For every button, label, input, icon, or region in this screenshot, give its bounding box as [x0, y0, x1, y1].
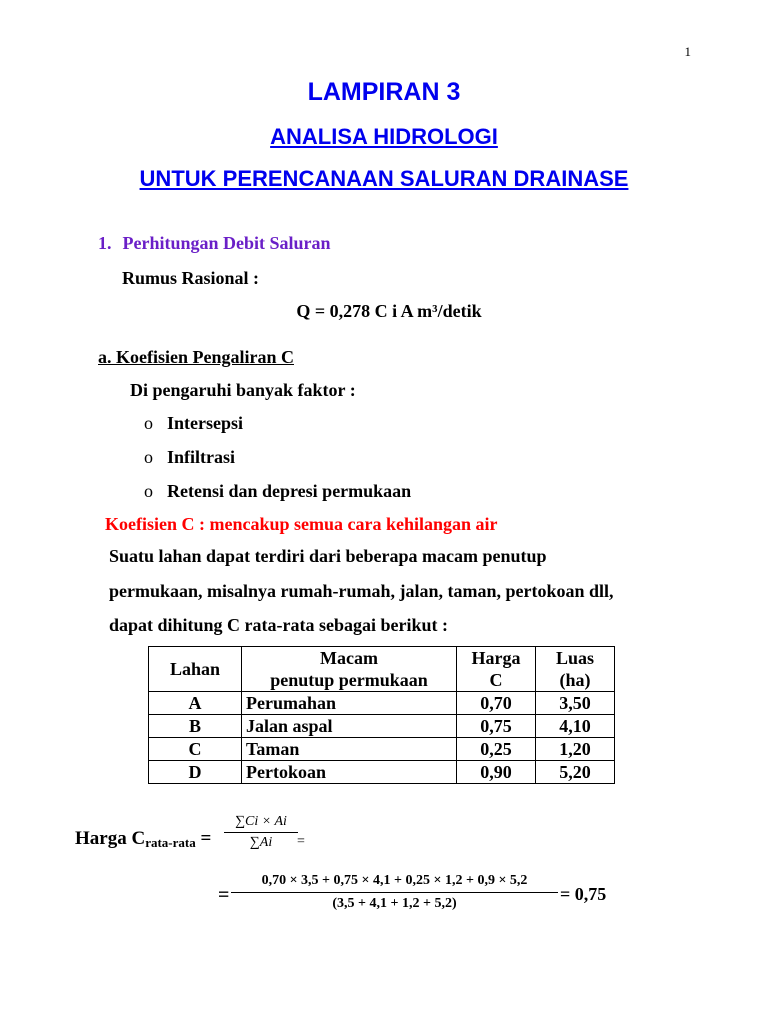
cell-luas: 4,10 — [536, 715, 615, 738]
bullet-marker: o — [144, 481, 153, 501]
fraction-numerator: ∑Ci × Ai — [235, 814, 287, 829]
table-header-row — [149, 647, 615, 692]
factor-item — [144, 481, 411, 502]
harga-c-equals: = — [200, 828, 212, 849]
cell-harga: 0,70 — [457, 692, 536, 715]
header-macam-line2: penutup permukaan — [270, 670, 428, 690]
cell-harga: 0,75 — [457, 715, 536, 738]
paragraph-line: dapat dihitung C rata-rata sebagai berikut : — [109, 615, 449, 635]
section-a-heading: a. Koefisien Pengaliran C — [98, 347, 294, 367]
cell-lahan: A — [149, 692, 242, 715]
fraction-bar — [224, 832, 298, 833]
header-harga — [457, 647, 536, 692]
harga-c-label — [75, 828, 211, 851]
table-row — [149, 692, 615, 715]
harga-c-subscript: rata-rata — [145, 835, 196, 850]
factor-label: Retensi dan depresi permukaan — [167, 481, 412, 501]
cell-harga: 0,90 — [457, 761, 536, 784]
header-macam-line1: Macam — [320, 648, 378, 668]
header-luas-line2: (ha) — [559, 670, 591, 690]
header-macam — [242, 647, 457, 692]
cell-lahan: C — [149, 738, 242, 761]
header-harga-line1: Harga — [471, 648, 521, 668]
cell-macam: Pertokoan — [242, 761, 457, 784]
paragraph-line: Suatu lahan dapat terdiri dari beberapa macam penutup — [109, 546, 547, 566]
header-luas — [536, 647, 615, 692]
factor-item — [144, 413, 243, 434]
cell-macam: Jalan aspal — [242, 715, 457, 738]
substituted-fraction — [231, 873, 558, 912]
equals-sign: = — [297, 834, 305, 849]
fraction-denominator: (3,5 + 4,1 + 1,2 + 5,2) — [332, 896, 457, 911]
cell-lahan: D — [149, 761, 242, 784]
header-luas-line1: Luas — [555, 648, 595, 668]
header-harga-line2: C — [489, 670, 503, 690]
cell-luas: 1,20 — [536, 738, 615, 761]
table-row — [149, 761, 615, 784]
cell-luas: 3,50 — [536, 692, 615, 715]
section1-title: Perhitungan Debit Saluran — [122, 233, 331, 253]
title-analisa: ANALISA HIDROLOGI — [270, 124, 498, 149]
result-value: = 0,75 — [560, 884, 607, 904]
bullet-marker: o — [144, 447, 153, 467]
weighted-average-fraction — [224, 814, 298, 851]
koefisien-note: Koefisien C : mencakup semua cara kehilangan air — [105, 514, 498, 534]
header-lahan: Lahan — [149, 647, 242, 692]
factor-label: Intersepsi — [167, 413, 243, 433]
title-lampiran: LAMPIRAN 3 — [307, 78, 461, 106]
equals-sign: = — [218, 884, 230, 906]
fraction-numerator: 0,70 × 3,5 + 0,75 × 4,1 + 0,25 × 1,2 + 0,9 × 5,2 — [261, 873, 528, 888]
table-row — [149, 738, 615, 761]
factor-item — [144, 447, 235, 468]
bullet-marker: o — [144, 413, 153, 433]
fraction-bar — [231, 892, 558, 893]
land-cover-table — [148, 646, 615, 784]
cell-macam: Perumahan — [242, 692, 457, 715]
page-number: 1 — [684, 44, 691, 59]
fraction-denominator: ∑Ai — [249, 835, 273, 850]
cell-lahan: B — [149, 715, 242, 738]
factors-intro: Di pengaruhi banyak faktor : — [130, 380, 356, 400]
section1-heading — [98, 233, 331, 254]
table-row — [149, 715, 615, 738]
paragraph-line: permukaan, misalnya rumah-rumah, jalan, taman, pertokoan dll, — [109, 581, 614, 601]
factor-label: Infiltrasi — [167, 447, 236, 467]
rational-formula: Q = 0,278 C i A m³/detik — [296, 301, 482, 321]
cell-luas: 5,20 — [536, 761, 615, 784]
rumus-label: Rumus Rasional : — [122, 268, 260, 288]
title-untuk: UNTUK PERENCANAAN SALURAN DRAINASE — [139, 166, 629, 191]
cell-harga: 0,25 — [457, 738, 536, 761]
harga-c-main: Harga C — [75, 828, 146, 849]
section1-number: 1. — [98, 233, 112, 253]
cell-macam: Taman — [242, 738, 457, 761]
